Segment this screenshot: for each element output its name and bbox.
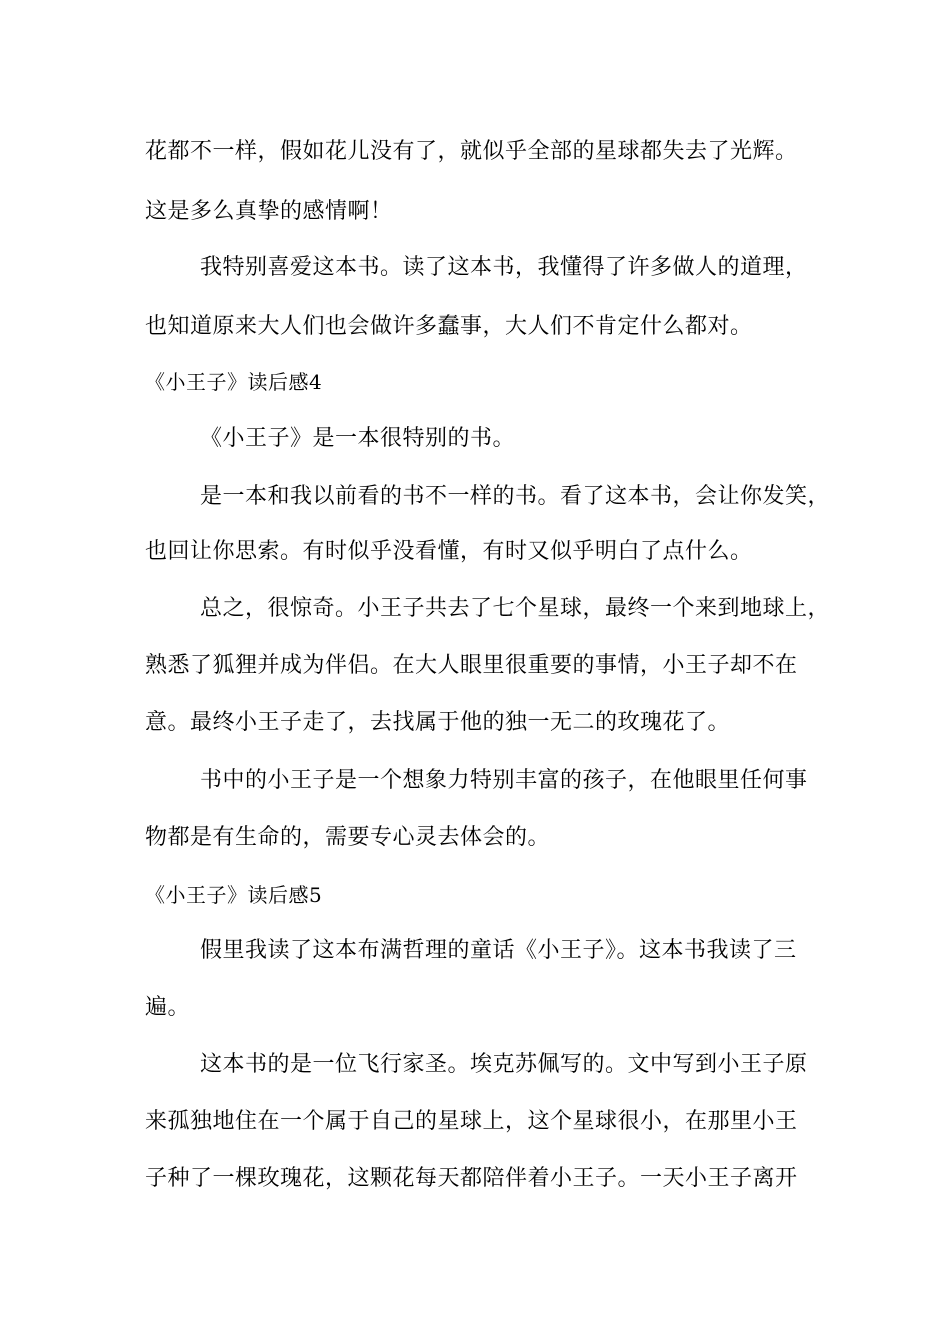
text-line: 也知道原来大人们也会做许多蠢事，大人们不肯定什么都对。: [145, 314, 753, 339]
text-line: 来孤独地住在一个属于自己的星球上，这个星球很小，在那里小王: [145, 1109, 798, 1134]
text-line: 物都是有生命的，需要专心灵去体会的。: [145, 825, 551, 850]
paragraph-first-line: 我特别喜爱这本书。读了这本书，我懂得了许多做人的道理，: [200, 255, 808, 280]
text-line: 意。最终小王子走了，去找属于他的独一无二的玫瑰花了。: [145, 710, 731, 735]
paragraph-first-line: 假里我读了这本布满哲理的童话《小王子》。这本书我读了三: [200, 938, 797, 963]
section-heading: 《小王子》读后感5: [145, 883, 323, 907]
paragraph-first-line: 这本书的是一位飞行家圣。埃克苏佩写的。文中写到小王子原: [200, 1052, 808, 1077]
paragraph-first-line: 书中的小王子是一个想象力特别丰富的孩子，在他眼里任何事: [200, 768, 808, 793]
paragraph-first-line: 是一本和我以前看的书不一样的书。看了这本书，会让你发笑，: [200, 484, 831, 509]
text-line: 遍。: [145, 995, 191, 1020]
text-line: 熟悉了狐狸并成为伴侣。在大人眼里很重要的事情，小王子却不在: [145, 653, 798, 678]
paragraph-first-line: 《小王子》是一本很特别的书。: [200, 426, 516, 451]
section-heading: 《小王子》读后感4: [145, 370, 323, 394]
text-line: 也回让你思索。有时似乎没看懂，有时又似乎明白了点什么。: [145, 539, 753, 564]
text-line: 子种了一棵玫瑰花，这颗花每天都陪伴着小王子。一天小王子离开: [145, 1166, 798, 1191]
text-line: 这是多么真挚的感情啊！: [145, 199, 393, 224]
paragraph-first-line: 总之，很惊奇。小王子共去了七个星球，最终一个来到地球上，: [200, 596, 831, 621]
text-line: 花都不一样，假如花儿没有了，就似乎全部的星球都失去了光辉。: [145, 139, 798, 164]
